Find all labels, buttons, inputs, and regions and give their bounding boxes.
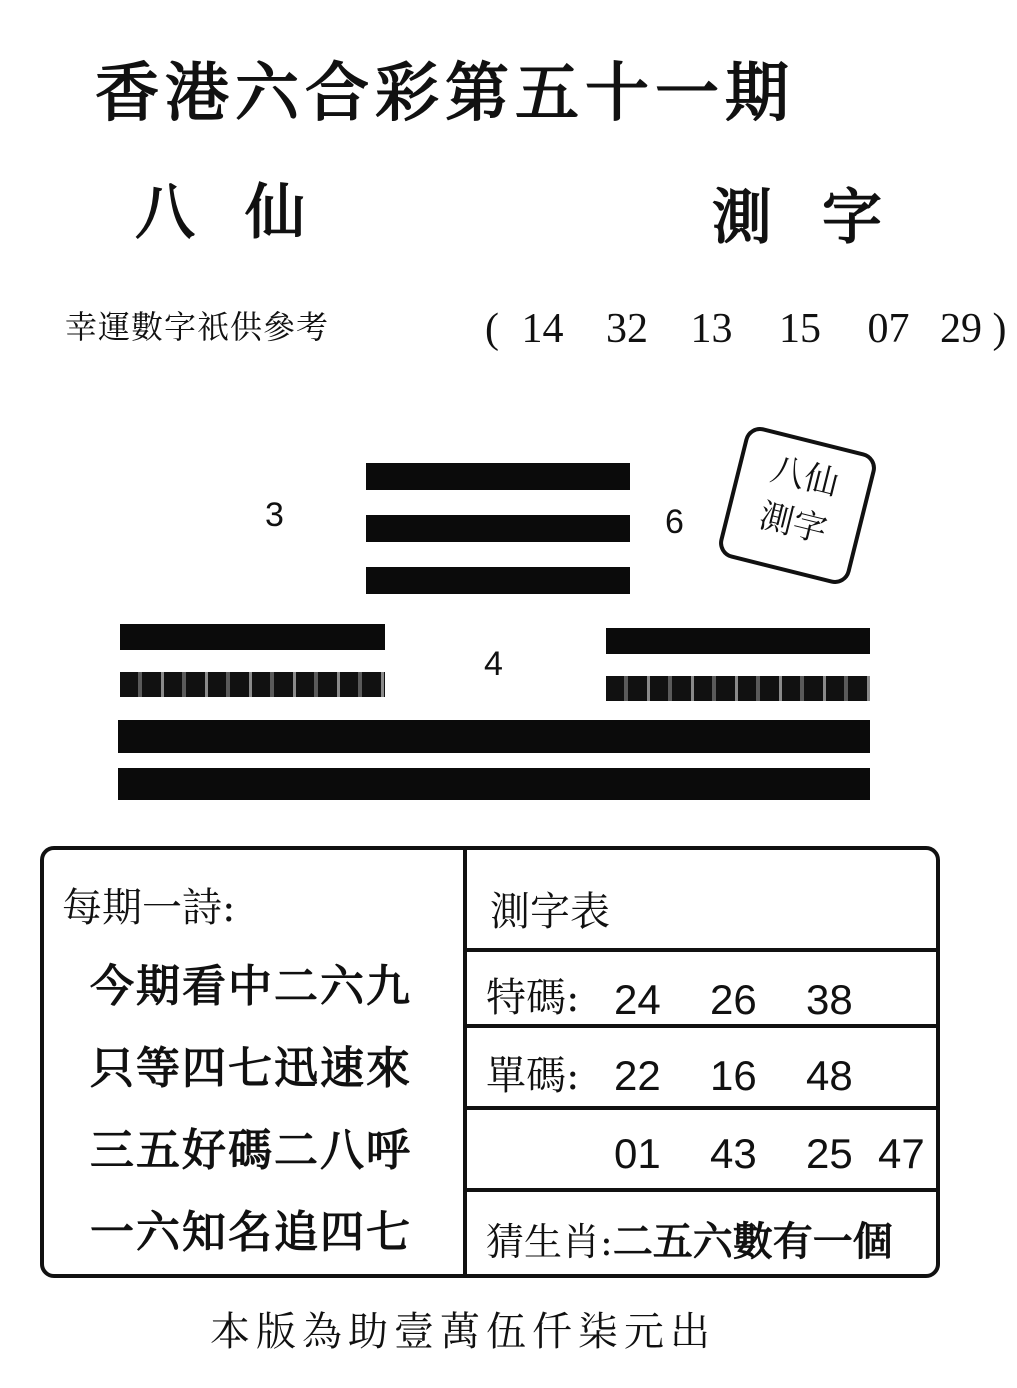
row-divider [467, 1024, 938, 1028]
single-number: 22 [614, 1052, 661, 1099]
hexagram-long-bar-2 [118, 768, 870, 800]
lucky-open-paren: ( [485, 306, 499, 352]
lucky-number: 07 [867, 306, 910, 352]
footer-text: 本版為助壹萬伍仟柒元出 [210, 1309, 716, 1355]
stamp-line-2: 測字 [755, 495, 831, 552]
poem-heading: 每期一詩: [62, 885, 236, 931]
hexagram-top-bar-1 [366, 463, 630, 490]
row-divider [467, 1188, 938, 1192]
zodiac-label: 猜生肖: [486, 1220, 613, 1264]
hexagram-right-bar-1 [606, 628, 870, 654]
poem-line: 三五好碼二八呼 [90, 1125, 412, 1176]
page-title: 香港六合彩第五十一期 [95, 56, 795, 131]
hexagram-right-bar-2 [606, 676, 870, 701]
single-label: 單碼: [486, 1053, 580, 1099]
hexagram-label-center: 4 [484, 645, 503, 683]
extra-number: 47 [878, 1130, 925, 1177]
lucky-number: 15 [779, 306, 821, 352]
hexagram-top-bar-3 [366, 567, 630, 594]
lucky-number: 13 [690, 306, 733, 352]
table-title: 測字表 [490, 889, 610, 935]
special-number: 26 [710, 976, 757, 1023]
special-number: 38 [806, 976, 853, 1023]
extra-number: 43 [710, 1130, 757, 1177]
box-divider [463, 850, 467, 1276]
lucky-number: 29 [940, 306, 982, 352]
lucky-numbers [485, 305, 1007, 353]
hexagram-left-bar-2 [120, 672, 385, 697]
hexagram-label-right: 6 [665, 503, 684, 541]
hexagram-long-bar-1 [118, 720, 870, 753]
hexagram-label-left: 3 [265, 496, 284, 534]
lucky-numbers-label: 幸運數字祇供參考 [65, 308, 330, 346]
subtitle-left: 八仙 [135, 178, 355, 248]
stamp-line-1: 八仙 [766, 449, 843, 505]
special-number: 24 [614, 976, 661, 1023]
single-number: 48 [806, 1052, 853, 1099]
extra-numbers [614, 1130, 938, 1178]
hexagram-left-bar-1 [120, 624, 385, 650]
single-number: 16 [710, 1052, 757, 1099]
hexagram-top-bar-2 [366, 515, 630, 542]
special-numbers [614, 976, 902, 1024]
lucky-number: 14 [521, 306, 564, 352]
poem-line: 一六知名追四七 [90, 1207, 412, 1258]
special-label: 特碼: [486, 975, 580, 1021]
row-divider [467, 1106, 938, 1110]
row-divider [467, 948, 938, 952]
stamp-seal [716, 424, 880, 588]
subtitle-right: 測字 [712, 183, 932, 253]
lucky-close-paren: ) [992, 306, 1007, 352]
poem-line: 只等四七迅速來 [90, 1043, 412, 1094]
extra-number: 01 [614, 1130, 661, 1177]
zodiac-guess [486, 1210, 893, 1267]
poem-line: 今期看中二六九 [90, 961, 412, 1012]
lucky-number: 32 [606, 306, 648, 352]
zodiac-value: 二五六數有一個 [612, 1218, 893, 1265]
extra-number: 25 [806, 1130, 853, 1177]
single-numbers [614, 1052, 902, 1100]
